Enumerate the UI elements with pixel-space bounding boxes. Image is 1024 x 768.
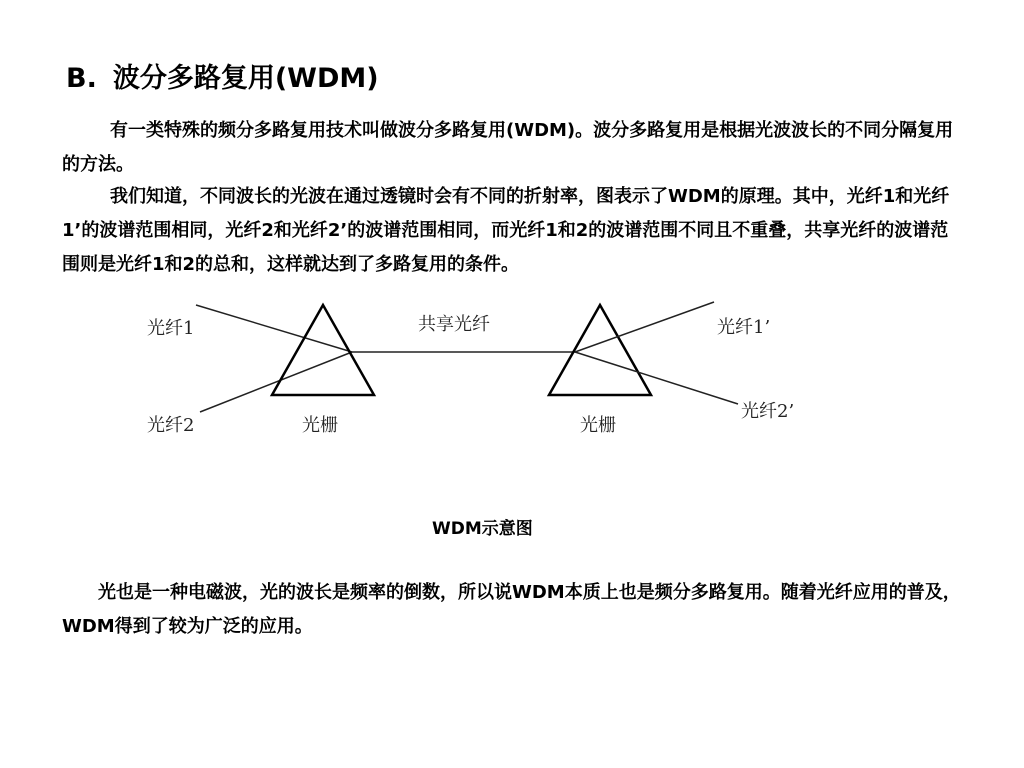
label-grating-right: 光栅 (580, 415, 616, 436)
label-fiber2-in: 光纤2 (147, 415, 195, 436)
fiber2-input-line (200, 352, 352, 412)
intro-paragraph: 有一类特殊的频分多路复用技术叫做波分多路复用(WDM)。波分多路复用是根据光波波长的不同分隔复用的方法。 (62, 120, 954, 175)
section-number: B. (66, 63, 97, 94)
left-grating-prism (272, 305, 374, 395)
principle-paragraph: 我们知道，不同波长的光波在通过透镜时会有不同的折射率，图表示了WDM的原理。其中，光纤1和光纤1’的波谱范围相同，光纤2和光纤2’的波谱范围相同，而光纤1和2的波谱范围不同且不重叠，共享光纤的波谱范围则是光纤1和2的总和，这样就达到了多路复用的条件。 (62, 186, 950, 275)
fiber1-input-line (196, 305, 352, 352)
label-shared-fiber: 共享光纤 (418, 314, 490, 335)
section-title: 波分多路复用(WDM) (112, 63, 379, 94)
diagram-caption: WDM示意图 (432, 519, 533, 539)
label-fiber1-in: 光纤1 (147, 318, 195, 339)
label-grating-left: 光栅 (302, 415, 338, 436)
conclusion-paragraph: 光也是一种电磁波，光的波长是频率的倒数，所以说WDM本质上也是频分多路复用。随着光纤应用的普及，WDM得到了较为广泛的应用。 (62, 582, 961, 637)
right-grating-prism (549, 305, 651, 395)
label-fiber1-out: 光纤1’ (717, 317, 771, 338)
label-fiber2-out: 光纤2’ (741, 401, 795, 422)
fiber1-output-line (575, 302, 714, 352)
